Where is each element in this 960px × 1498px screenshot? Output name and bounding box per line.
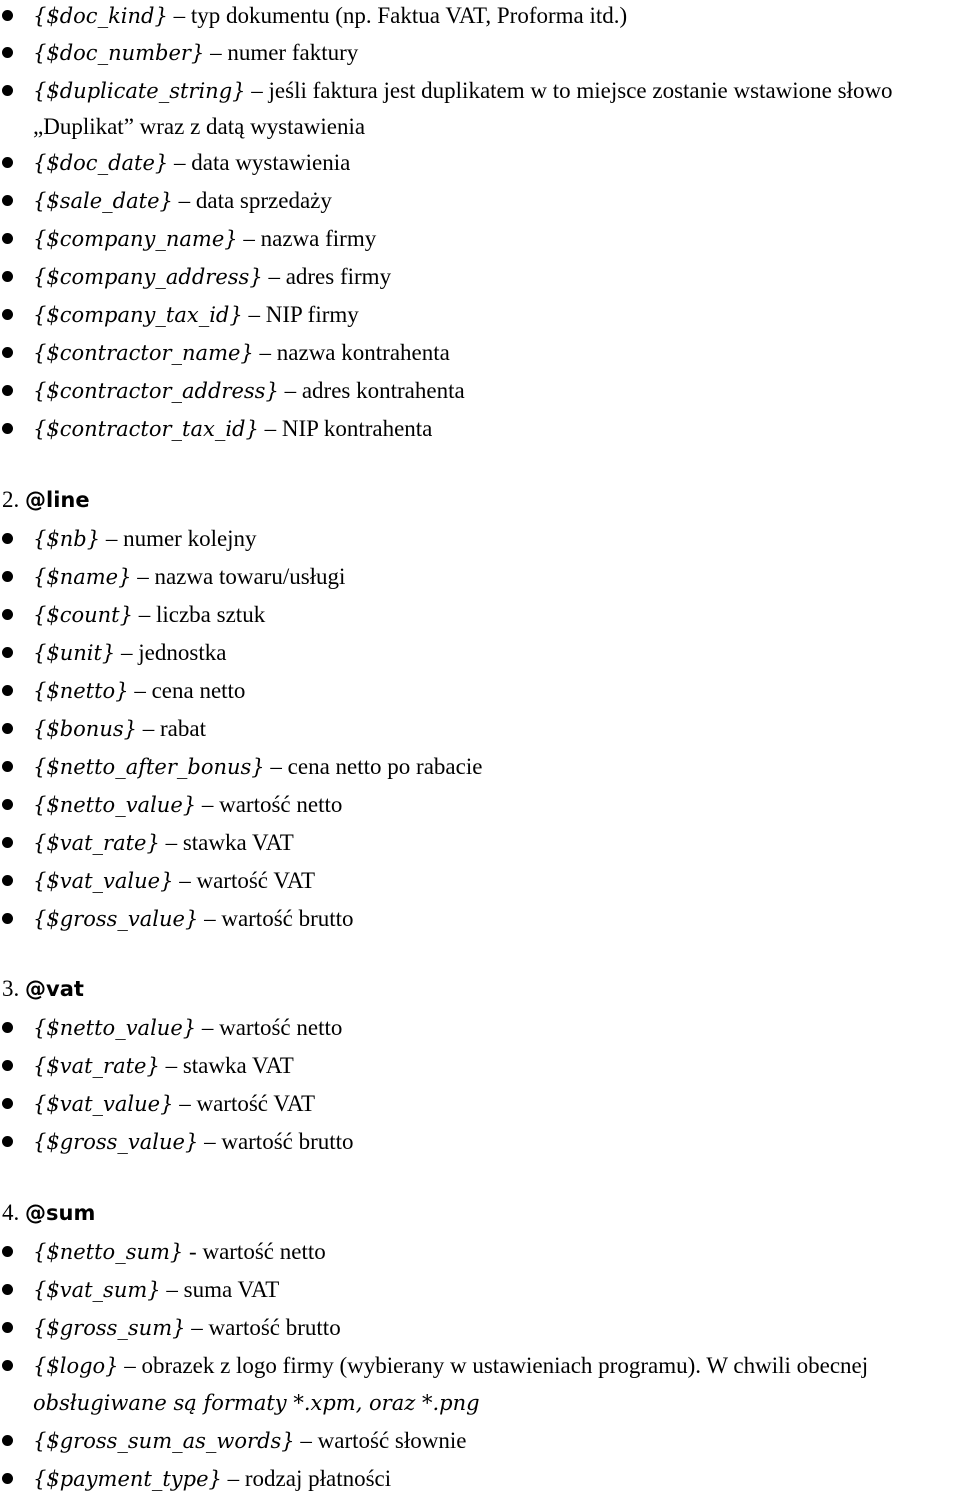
variable-description: data wystawienia bbox=[191, 150, 351, 175]
separator: – bbox=[204, 40, 228, 65]
list-item bbox=[0, 34, 960, 72]
bullet-icon bbox=[2, 385, 13, 396]
variable-name: {$gross_sum_as_words} bbox=[33, 1429, 295, 1453]
list-item bbox=[0, 786, 960, 824]
list-item bbox=[0, 520, 960, 558]
list-item bbox=[0, 824, 960, 862]
section-heading-sum bbox=[2, 1194, 95, 1232]
bullet-icon bbox=[2, 571, 13, 582]
list-item bbox=[0, 296, 960, 334]
variable-description: rodzaj płatności bbox=[244, 1466, 392, 1491]
list-item bbox=[0, 1460, 960, 1498]
separator: – bbox=[160, 1277, 184, 1302]
bullet-icon bbox=[2, 1022, 13, 1033]
variable-name: {$gross_value} bbox=[33, 907, 199, 931]
separator: – bbox=[137, 716, 160, 741]
section-heading-vat bbox=[2, 970, 84, 1008]
separator: – bbox=[237, 226, 261, 251]
separator: – bbox=[172, 188, 196, 213]
bullet-icon bbox=[2, 347, 13, 358]
separator: – bbox=[118, 1353, 142, 1378]
variable-name: {$company_name} bbox=[33, 227, 238, 251]
list-item bbox=[0, 1009, 960, 1047]
variable-name: {$nb} bbox=[33, 527, 101, 551]
bullet-icon bbox=[2, 1098, 13, 1109]
variable-name: {$netto} bbox=[33, 679, 129, 703]
variable-description: wartość brutto bbox=[221, 906, 354, 931]
variable-name: {$gross_value} bbox=[33, 1130, 199, 1154]
bullet-icon bbox=[2, 10, 13, 21]
variable-name: {$payment_type} bbox=[33, 1467, 222, 1491]
separator: – bbox=[198, 1129, 222, 1154]
variable-name: {$gross_sum} bbox=[33, 1316, 186, 1340]
separator: – bbox=[159, 830, 183, 855]
bullet-icon bbox=[2, 1060, 13, 1071]
variable-name: {$vat_value} bbox=[33, 869, 174, 893]
variable-description: wartość VAT bbox=[196, 868, 316, 893]
separator: – bbox=[294, 1428, 318, 1453]
bullet-icon bbox=[2, 423, 13, 434]
variable-description: cena netto bbox=[151, 678, 246, 703]
list-item bbox=[0, 596, 960, 634]
bullet-icon bbox=[2, 875, 13, 886]
list-item bbox=[0, 862, 960, 900]
variable-name: {$contractor_name} bbox=[33, 341, 254, 365]
variable-description: numer kolejny bbox=[123, 526, 257, 551]
section-number: 2. bbox=[2, 487, 20, 512]
section-name: @sum bbox=[25, 1201, 96, 1225]
separator: – bbox=[245, 78, 269, 103]
separator: – bbox=[185, 1315, 209, 1340]
bullet-icon bbox=[2, 1473, 13, 1484]
separator: - bbox=[183, 1239, 203, 1264]
separator: – bbox=[262, 264, 286, 289]
variable-description: wartość słownie bbox=[317, 1428, 467, 1453]
variable-description: wartość VAT bbox=[196, 1091, 316, 1116]
list-item bbox=[0, 748, 960, 786]
variable-name: {$netto_sum} bbox=[33, 1240, 184, 1264]
separator: – bbox=[196, 792, 220, 817]
variable-name: {$doc_number} bbox=[33, 41, 205, 65]
list-item bbox=[0, 182, 960, 220]
variable-description: adres kontrahenta bbox=[301, 378, 465, 403]
variable-description: NIP kontrahenta bbox=[281, 416, 433, 441]
variable-description: stawka VAT bbox=[182, 830, 294, 855]
bullet-icon bbox=[2, 271, 13, 282]
list-item bbox=[0, 1047, 960, 1085]
variable-description: nazwa firmy bbox=[260, 226, 377, 251]
variable-description: numer faktury bbox=[227, 40, 359, 65]
variable-name: {$netto_value} bbox=[33, 793, 197, 817]
variable-description: stawka VAT bbox=[182, 1053, 294, 1078]
variable-description: NIP firmy bbox=[265, 302, 359, 327]
bullet-icon bbox=[2, 837, 13, 848]
list-item bbox=[0, 634, 960, 672]
list-item bbox=[0, 710, 960, 748]
list-item bbox=[0, 372, 960, 410]
separator: – bbox=[196, 1015, 220, 1040]
section-number: 3. bbox=[2, 976, 20, 1001]
bullet-icon bbox=[2, 913, 13, 924]
variable-description: nazwa towaru/usługi bbox=[154, 564, 346, 589]
bullet-icon bbox=[2, 799, 13, 810]
section-name: @vat bbox=[25, 977, 84, 1001]
separator: – bbox=[264, 754, 288, 779]
bullet-icon bbox=[2, 1360, 13, 1371]
list-item bbox=[0, 258, 960, 296]
separator: – bbox=[115, 640, 139, 665]
list-item bbox=[0, 1422, 960, 1460]
separator: – bbox=[242, 302, 266, 327]
variable-description: nazwa kontrahenta bbox=[276, 340, 450, 365]
list-item bbox=[0, 1123, 960, 1161]
list-item bbox=[0, 1085, 960, 1123]
variable-name: {$vat_sum} bbox=[33, 1278, 161, 1302]
variable-name: {$vat_rate} bbox=[33, 1054, 160, 1078]
bullet-icon bbox=[2, 533, 13, 544]
separator: – bbox=[159, 1053, 183, 1078]
separator: – bbox=[173, 868, 197, 893]
variable-description: data sprzedaży bbox=[195, 188, 332, 213]
list-item-continuation: obsługiwane są formaty *.xpm, oraz *.png bbox=[33, 1391, 480, 1415]
separator: – bbox=[198, 906, 222, 931]
bullet-icon bbox=[2, 609, 13, 620]
variable-name: {$contractor_tax_id} bbox=[33, 417, 259, 441]
variable-description: wartość netto bbox=[219, 792, 343, 817]
variable-name: {$sale_date} bbox=[33, 189, 173, 213]
variable-description: liczba sztuk bbox=[155, 602, 266, 627]
list-item bbox=[0, 72, 960, 110]
bullet-icon bbox=[2, 1435, 13, 1446]
list-item bbox=[0, 558, 960, 596]
variable-description: wartość netto bbox=[219, 1015, 343, 1040]
section-name: @line bbox=[25, 488, 90, 512]
list-item bbox=[0, 1233, 960, 1271]
variable-name: {$company_tax_id} bbox=[33, 303, 243, 327]
separator: – bbox=[258, 416, 282, 441]
section-heading-line bbox=[2, 481, 90, 519]
variable-name: {$contractor_address} bbox=[33, 379, 279, 403]
variable-name: {$duplicate_string} bbox=[33, 79, 246, 103]
variable-name: {$vat_value} bbox=[33, 1092, 174, 1116]
list-item-continuation: „Duplikat” wraz z datą wystawienia bbox=[33, 114, 366, 139]
list-item bbox=[0, 1347, 960, 1385]
variable-name: {$netto_value} bbox=[33, 1016, 197, 1040]
bullet-icon bbox=[2, 647, 13, 658]
bullet-icon bbox=[2, 85, 13, 96]
variable-name: {$name} bbox=[33, 565, 132, 589]
variable-description: rabat bbox=[160, 716, 206, 741]
variable-name: {$doc_date} bbox=[33, 151, 169, 175]
separator: – bbox=[131, 564, 155, 589]
bullet-icon bbox=[2, 761, 13, 772]
variable-description: typ dokumentu (np. Faktua VAT, Proforma itd.) bbox=[190, 3, 628, 28]
variable-description: obrazek z logo firmy (wybierany w ustawieniach programu). W chwili obecnej bbox=[141, 1353, 869, 1378]
separator: – bbox=[278, 378, 302, 403]
variable-name: {$logo} bbox=[33, 1354, 119, 1378]
bullet-icon bbox=[2, 1246, 13, 1257]
bullet-icon bbox=[2, 157, 13, 168]
variable-description: wartość netto bbox=[202, 1239, 326, 1264]
separator: – bbox=[100, 526, 124, 551]
list-item bbox=[0, 0, 960, 35]
variable-description: cena netto po rabacie bbox=[287, 754, 483, 779]
list-item bbox=[0, 334, 960, 372]
bullet-icon bbox=[2, 47, 13, 58]
variable-name: {$count} bbox=[33, 603, 133, 627]
list-item bbox=[0, 1309, 960, 1347]
variable-name: {$vat_rate} bbox=[33, 831, 160, 855]
list-item bbox=[0, 220, 960, 258]
variable-description: jednostka bbox=[138, 640, 227, 665]
variable-name: {$doc_kind} bbox=[33, 4, 168, 28]
variable-name: {$company_address} bbox=[33, 265, 263, 289]
variable-description: wartość brutto bbox=[208, 1315, 341, 1340]
separator: – bbox=[253, 340, 277, 365]
variable-name: {$bonus} bbox=[33, 717, 137, 741]
list-item bbox=[0, 144, 960, 182]
variable-name: {$netto_after_bonus} bbox=[33, 755, 265, 779]
variable-description: wartość brutto bbox=[221, 1129, 354, 1154]
bullet-icon bbox=[2, 1322, 13, 1333]
bullet-icon bbox=[2, 685, 13, 696]
variable-description: jeśli faktura jest duplikatem w to miejsce zostanie wstawione słowo bbox=[268, 78, 893, 103]
bullet-icon bbox=[2, 233, 13, 244]
bullet-icon bbox=[2, 723, 13, 734]
bullet-icon bbox=[2, 309, 13, 320]
bullet-icon bbox=[2, 195, 13, 206]
variable-description: suma VAT bbox=[183, 1277, 280, 1302]
separator: – bbox=[167, 3, 191, 28]
bullet-icon bbox=[2, 1136, 13, 1147]
separator: – bbox=[168, 150, 192, 175]
variable-description: adres firmy bbox=[285, 264, 392, 289]
list-item bbox=[0, 672, 960, 710]
separator: – bbox=[132, 602, 156, 627]
bullet-icon bbox=[2, 1284, 13, 1295]
separator: – bbox=[221, 1466, 245, 1491]
list-item bbox=[0, 410, 960, 448]
separator: – bbox=[128, 678, 152, 703]
list-item bbox=[0, 900, 960, 938]
variable-name: {$unit} bbox=[33, 641, 116, 665]
list-item bbox=[0, 1271, 960, 1309]
section-number: 4. bbox=[2, 1200, 20, 1225]
separator: – bbox=[173, 1091, 197, 1116]
